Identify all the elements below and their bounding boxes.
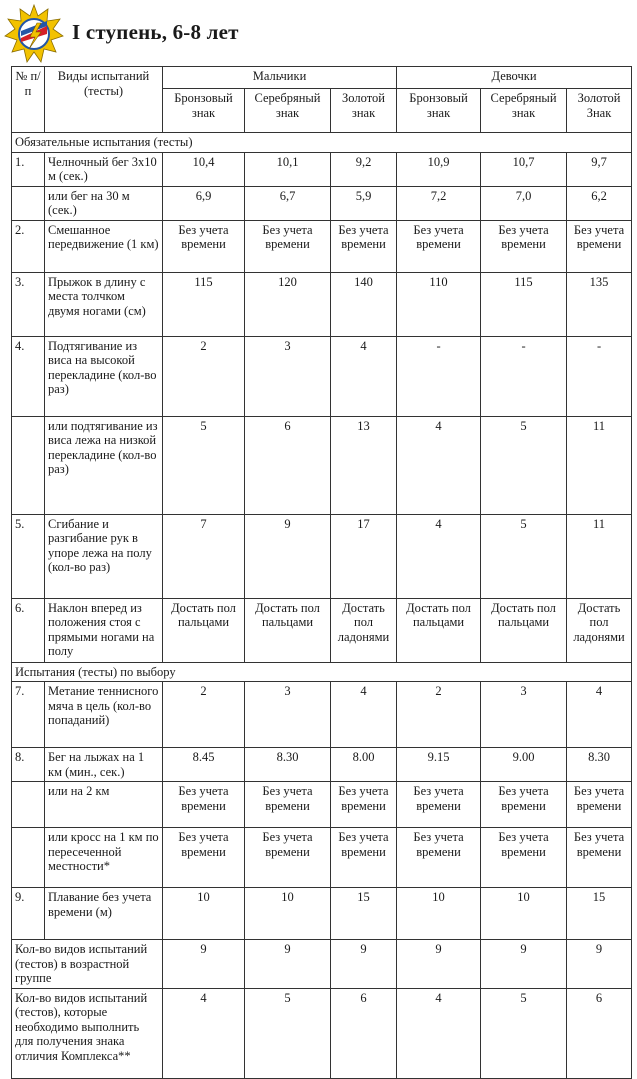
page-header [0, 0, 637, 66]
norm-value: Достать пол пальцами [481, 598, 567, 662]
norm-value: 115 [481, 272, 567, 336]
norm-value: - [397, 336, 481, 416]
norm-value: Без учета времени [567, 220, 632, 272]
section-required-label: Обязательные испытания (тесты) [12, 133, 632, 153]
norm-value: 11 [567, 514, 632, 598]
boys-silver-header: Серебряный знак [245, 89, 331, 133]
summary-value: 6 [331, 988, 397, 1078]
norm-value: 9,2 [331, 152, 397, 186]
norm-value: 2 [397, 682, 481, 748]
header-row [12, 67, 632, 89]
norm-value: Без учета времени [163, 220, 245, 272]
row-number: 3. [12, 272, 45, 336]
norm-value: 6,9 [163, 186, 245, 220]
norm-value: - [481, 336, 567, 416]
norm-value: Без учета времени [331, 220, 397, 272]
test-name: Плавание без учета времени (м) [45, 888, 163, 940]
norm-value: Без учета времени [331, 828, 397, 888]
table-row [12, 220, 632, 272]
norm-value: Достать пол ладонями [567, 598, 632, 662]
test-name: Сгибание и разгибание рук в упоре лежа на полу (кол-во раз) [45, 514, 163, 598]
norm-value: 11 [567, 416, 632, 514]
norm-value: 10 [163, 888, 245, 940]
test-name: Метание теннисного мяча в цель (кол-во попаданий) [45, 682, 163, 748]
norm-value: 3 [245, 336, 331, 416]
test-name: Прыжок в длину с места толчком двумя ногами (см) [45, 272, 163, 336]
table-row [12, 682, 632, 748]
norm-value: Без учета времени [245, 220, 331, 272]
summary-row [12, 940, 632, 989]
test-name: Наклон вперед из положения стоя с прямыми ногами на полу [45, 598, 163, 662]
table-row [12, 186, 632, 220]
table-row [12, 748, 632, 782]
norm-value: 5,9 [331, 186, 397, 220]
norm-value: Без учета времени [163, 782, 245, 828]
norm-value: Без учета времени [245, 782, 331, 828]
test-name: или кросс на 1 км по пересеченной местности* [45, 828, 163, 888]
norm-value: Без учета времени [481, 782, 567, 828]
norm-value: 15 [567, 888, 632, 940]
norm-value: 3 [245, 682, 331, 748]
norm-value: 110 [397, 272, 481, 336]
test-name: Смешанное передвижение (1 км) [45, 220, 163, 272]
norm-value: 8.30 [567, 748, 632, 782]
girls-bronze-header: Бронзовый знак [397, 89, 481, 133]
norm-value: 10 [397, 888, 481, 940]
norm-value: Без учета времени [245, 828, 331, 888]
norm-value: Достать пол пальцами [163, 598, 245, 662]
summary-value: 5 [245, 988, 331, 1078]
norm-value: 9.15 [397, 748, 481, 782]
norm-value: 13 [331, 416, 397, 514]
norm-value: 9 [245, 514, 331, 598]
boys-gold-header: Золотой знак [331, 89, 397, 133]
norm-value: 10,9 [397, 152, 481, 186]
test-name: или бег на 30 м (сек.) [45, 186, 163, 220]
row-number: 2. [12, 220, 45, 272]
norm-value: Без учета времени [481, 220, 567, 272]
table-row [12, 336, 632, 416]
summary-row [12, 988, 632, 1078]
norm-value: 6,2 [567, 186, 632, 220]
norm-value: Достать пол пальцами [245, 598, 331, 662]
norms-table [11, 66, 632, 1079]
summary-value: 4 [163, 988, 245, 1078]
row-number: 1. [12, 152, 45, 186]
summary-label: Кол-во видов испытаний (тестов), которые необходимо выполнить для получения знака отличия Комплекса** [12, 988, 163, 1078]
girls-header: Девочки [397, 67, 632, 89]
summary-value: 9 [397, 940, 481, 989]
section-required [12, 133, 632, 153]
summary-value: 4 [397, 988, 481, 1078]
table-row [12, 782, 632, 828]
row-number [12, 782, 45, 828]
table-row [12, 272, 632, 336]
test-name: Бег на лыжах на 1 км (мин., сек.) [45, 748, 163, 782]
norm-value: Без учета времени [397, 828, 481, 888]
norm-value: 5 [163, 416, 245, 514]
norm-value: 9,7 [567, 152, 632, 186]
norm-value: 8.00 [331, 748, 397, 782]
table-row [12, 598, 632, 662]
norm-value: 5 [481, 416, 567, 514]
norm-value: 4 [397, 514, 481, 598]
norm-value: 8.30 [245, 748, 331, 782]
norm-value: 7,0 [481, 186, 567, 220]
summary-label: Кол-во видов испытаний (тестов) в возрастной группе [12, 940, 163, 989]
norm-value: Достать пол пальцами [397, 598, 481, 662]
norm-value: 10 [481, 888, 567, 940]
norm-value: 4 [331, 682, 397, 748]
norm-value: 6 [245, 416, 331, 514]
gto-emblem-icon [4, 4, 64, 64]
boys-bronze-header: Бронзовый знак [163, 89, 245, 133]
norm-value: 4 [397, 416, 481, 514]
norm-value: 8.45 [163, 748, 245, 782]
norm-value: Без учета времени [397, 782, 481, 828]
norm-value: 15 [331, 888, 397, 940]
table-row [12, 888, 632, 940]
norm-value: 10,7 [481, 152, 567, 186]
row-number: 7. [12, 682, 45, 748]
norm-value: 9.00 [481, 748, 567, 782]
section-optional [12, 662, 632, 682]
norm-value: 3 [481, 682, 567, 748]
norm-value: Без учета времени [163, 828, 245, 888]
norm-value: - [567, 336, 632, 416]
row-number: 8. [12, 748, 45, 782]
summary-value: 9 [163, 940, 245, 989]
norm-value: 10,1 [245, 152, 331, 186]
norm-value: Достать пол ладонями [331, 598, 397, 662]
summary-value: 9 [567, 940, 632, 989]
test-name: или на 2 км [45, 782, 163, 828]
norm-value: 7 [163, 514, 245, 598]
row-number: 9. [12, 888, 45, 940]
girls-gold-header: Золотой Знак [567, 89, 632, 133]
row-number [12, 828, 45, 888]
test-name: Подтягивание из виса на высокой перекладине (кол-во раз) [45, 336, 163, 416]
row-number [12, 186, 45, 220]
page-title: I ступень, 6-8 лет [72, 20, 239, 44]
norm-value: 2 [163, 682, 245, 748]
summary-value: 9 [481, 940, 567, 989]
summary-value: 5 [481, 988, 567, 1078]
norm-value: 10,4 [163, 152, 245, 186]
norm-value: 7,2 [397, 186, 481, 220]
norm-value: 2 [163, 336, 245, 416]
row-number: 5. [12, 514, 45, 598]
table-row [12, 828, 632, 888]
test-name: или подтягивание из виса лежа на низкой перекладине (кол-во раз) [45, 416, 163, 514]
col-tests-header: Виды испытаний (тесты) [45, 67, 163, 133]
norm-value: Без учета времени [567, 782, 632, 828]
norm-value: 135 [567, 272, 632, 336]
row-number [12, 416, 45, 514]
table-row [12, 152, 632, 186]
summary-value: 9 [331, 940, 397, 989]
table-row [12, 416, 632, 514]
norm-value: 4 [331, 336, 397, 416]
boys-header: Мальчики [163, 67, 397, 89]
norm-value: Без учета времени [567, 828, 632, 888]
norm-value: 120 [245, 272, 331, 336]
norm-value: 17 [331, 514, 397, 598]
girls-silver-header: Серебряный знак [481, 89, 567, 133]
test-name: Челночный бег 3x10 м (сек.) [45, 152, 163, 186]
norm-value: 6,7 [245, 186, 331, 220]
norm-value: 115 [163, 272, 245, 336]
summary-value: 6 [567, 988, 632, 1078]
norm-value: 5 [481, 514, 567, 598]
norm-value: Без учета времени [331, 782, 397, 828]
summary-value: 9 [245, 940, 331, 989]
norm-value: 140 [331, 272, 397, 336]
row-number: 4. [12, 336, 45, 416]
col-num-header: № п/п [12, 67, 45, 133]
norm-value: 10 [245, 888, 331, 940]
table-row [12, 514, 632, 598]
norm-value: 4 [567, 682, 632, 748]
norm-value: Без учета времени [481, 828, 567, 888]
row-number: 6. [12, 598, 45, 662]
norm-value: Без учета времени [397, 220, 481, 272]
section-optional-label: Испытания (тесты) по выбору [12, 662, 632, 682]
